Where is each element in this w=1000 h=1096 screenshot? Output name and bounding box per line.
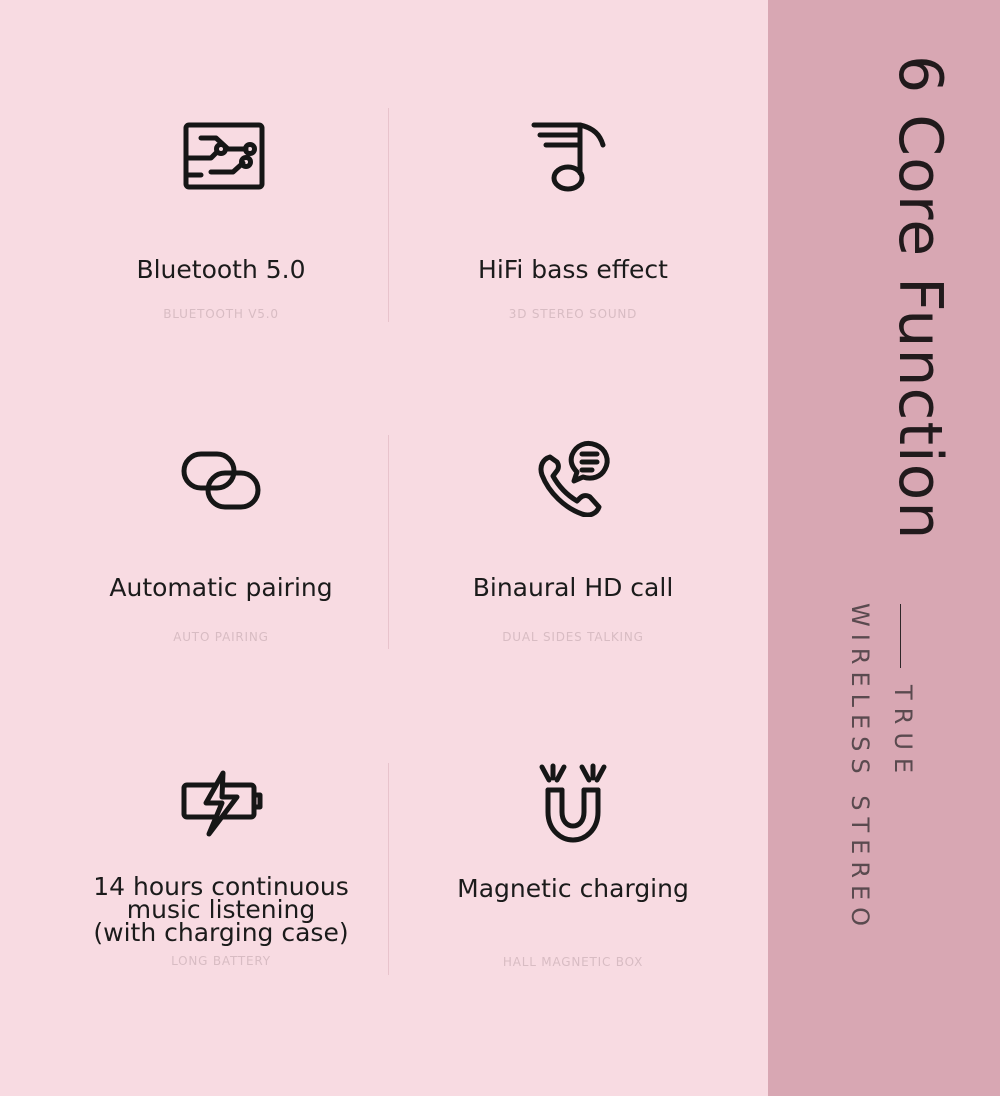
side-small-text: TRUE <box>889 685 917 782</box>
feature-magnetic-charging <box>393 765 753 985</box>
function-side-panel <box>768 0 1000 1096</box>
battery-title-line: music listening <box>126 895 316 924</box>
battery-charging-icon <box>176 768 266 848</box>
feature-hd-call <box>393 447 753 667</box>
feature-title: Binaural HD call <box>472 573 674 602</box>
feature-title <box>41 872 401 947</box>
feature-battery <box>41 768 401 988</box>
side-headline: 6 Core Function <box>885 55 955 541</box>
feature-subtitle: 3D STEREO SOUND <box>508 307 638 321</box>
side-accent-line <box>900 604 901 668</box>
music-note-icon <box>528 118 618 198</box>
feature-subtitle: HALL MAGNETIC BOX <box>502 955 644 969</box>
feature-bluetooth <box>41 118 401 338</box>
feature-title: Magnetic charging <box>457 874 689 903</box>
feature-hifi-bass <box>393 118 753 338</box>
phone-chat-icon <box>528 437 618 517</box>
feature-subtitle: BLUETOOTH V5.0 <box>163 307 279 321</box>
feature-title: Automatic pairing <box>109 573 333 602</box>
feature-subtitle: DUAL SIDES TALKING <box>502 630 644 644</box>
feature-title: Bluetooth 5.0 <box>136 255 306 284</box>
battery-title-line: 14 hours continuous <box>93 872 349 901</box>
feature-subtitle: AUTO PAIRING <box>173 630 269 644</box>
side-small-text: WIRELESS STEREO <box>846 603 874 934</box>
feature-auto-pairing <box>41 447 401 667</box>
feature-subtitle: LONG BATTERY <box>171 954 271 968</box>
circuit-board-icon <box>176 118 266 198</box>
link-icon <box>176 447 266 527</box>
battery-title-line: (with charging case) <box>93 918 349 947</box>
feature-title: HiFi bass effect <box>478 255 668 284</box>
magnet-icon <box>528 763 618 843</box>
